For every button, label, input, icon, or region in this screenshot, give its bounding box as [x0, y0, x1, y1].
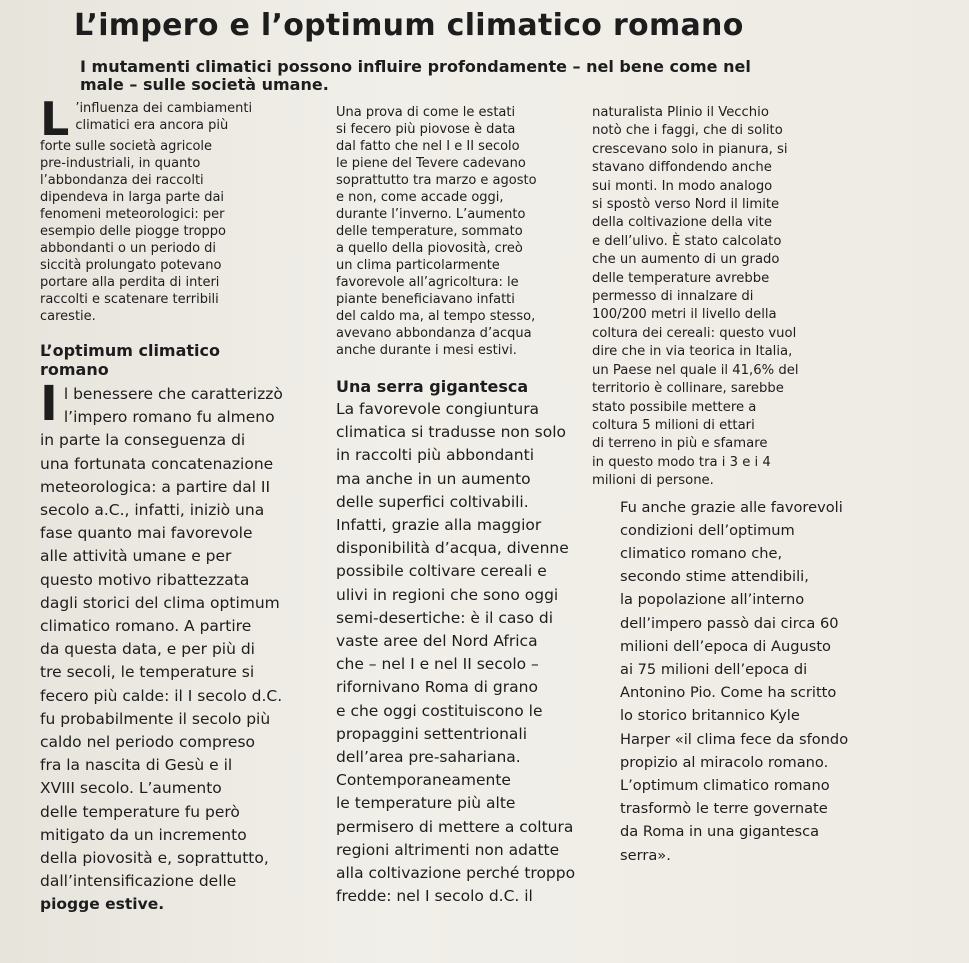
text-line: climatico romano che,	[620, 544, 783, 562]
text-line: in parte la conseguenza di	[40, 431, 246, 450]
text-line: trasformò le terre governate	[620, 800, 828, 818]
text-line: secolo a.C., infatti, iniziò una	[40, 501, 265, 520]
text-line: permesso di innalzare di	[592, 289, 754, 305]
text-line: pre-industriali, in quanto	[40, 156, 201, 171]
text-line: ’influenza dei cambiamenti	[75, 101, 253, 116]
text-line: dagli storici del clima optimum	[40, 593, 280, 612]
text-line: permisero di mettere a coltura	[336, 817, 574, 836]
text-line: da questa data, e per più di	[40, 640, 255, 659]
text-line: L’optimum climatico romano	[620, 776, 830, 794]
article-title: L’impero e l’optimum climatico romano	[74, 8, 744, 43]
text-line: Antonino Pio. Come ha scritto	[620, 684, 837, 702]
text-line: rifornivano Roma di grano	[336, 678, 538, 697]
text-line: che – nel I e nel II secolo –	[336, 655, 539, 674]
text-line: dell’area pre-sahariana.	[336, 748, 521, 767]
text-line: climatico romano. A partire	[40, 617, 252, 636]
text-line: piante beneficiavano infatti	[336, 292, 515, 307]
text-line: Contemporaneamente	[336, 771, 511, 790]
text-line: alle attività umane e per	[40, 547, 232, 566]
text-line: naturalista Plinio il Vecchio	[592, 105, 769, 120]
text-line: abbondanti o un periodo di	[40, 241, 217, 256]
text-line: raccolti e scatenare terribili	[40, 292, 219, 307]
text-line: delle temperature fu però	[40, 802, 240, 821]
text-line: tre secoli, le temperature si	[40, 663, 255, 682]
text-line: secondo stime attendibili,	[620, 568, 809, 586]
text-line: coltura dei cereali: questo vuol	[592, 325, 797, 341]
text-line: del caldo ma, al tempo stesso,	[336, 309, 536, 324]
text-line: notò che i faggi, che di solito	[592, 123, 783, 139]
text-line: milioni dell’epoca di Augusto	[620, 637, 831, 655]
text-line: si fecero più piovose è data	[336, 122, 516, 137]
text-line: in questo modo tra i 3 e i 4	[592, 454, 771, 470]
dropcap-l: L	[40, 92, 70, 146]
text-line: portare alla perdita di interi	[40, 275, 220, 290]
text-line: Una prova di come le estati	[336, 105, 516, 120]
text-line: milioni di persone.	[592, 473, 714, 489]
text-line: avevano abbondanza d’acqua	[336, 326, 532, 341]
text-line: la popolazione all’interno	[620, 591, 805, 609]
text-line: semi-desertiche: è il caso di	[336, 608, 554, 627]
text-line: condizioni dell’optimum	[620, 521, 795, 539]
text-line: anche durante i mesi estivi.	[336, 343, 517, 358]
text-line: vaste aree del Nord Africa	[336, 632, 538, 651]
col3-body	[620, 496, 848, 867]
text-line: l’impero romano fu almeno	[63, 408, 275, 427]
text-line: meteorologica: a partire dal II	[40, 477, 271, 496]
text-line: fu probabilmente il secolo più	[40, 709, 271, 728]
text-line: delle superfici coltivabili.	[336, 492, 529, 511]
text-line: stato possibile mettere a	[592, 399, 757, 415]
text-line: da Roma in una gigantesca	[620, 823, 820, 841]
text-line: dell’impero passò dai circa 60	[620, 614, 839, 632]
col3-intro	[592, 104, 848, 491]
text-line: disponibilità d’acqua, divenne	[336, 539, 569, 558]
text-line: e non, come accade oggi,	[336, 190, 504, 205]
text-line: una fortunata concatenazione	[40, 454, 274, 473]
text-line: ulivi in regioni che sono oggi	[336, 585, 559, 604]
text-line: caldo nel periodo compreso	[40, 733, 256, 752]
text-line: La favorevole congiuntura	[336, 400, 540, 418]
section-heading-optimum: L’optimum climatico romano	[40, 341, 221, 379]
column-3	[592, 104, 848, 867]
text-line: XVIII secolo. L’aumento	[40, 779, 222, 798]
text-line: Infatti, grazie alla maggior	[336, 516, 542, 535]
text-line: che un aumento di un grado	[592, 252, 780, 268]
text-line: serra».	[620, 846, 671, 864]
text-line: fra la nascita di Gesù e il	[40, 756, 233, 775]
text-line: mitigato da un incremento	[40, 825, 247, 844]
text-line: carestie.	[40, 309, 96, 324]
text-line: piogge estive.	[40, 895, 165, 914]
text-line: esempio delle piogge troppo	[40, 224, 227, 239]
col2-intro	[336, 104, 575, 359]
col1-intro	[40, 92, 282, 325]
text-line: e che oggi costituiscono le	[336, 701, 543, 720]
text-line: favorevole all’agricoltura: le	[336, 275, 519, 290]
text-line: di terreno in più e sfamare	[592, 436, 768, 452]
text-line: le piene del Tevere cadevano	[336, 156, 526, 171]
text-line: soprattutto tra marzo e agosto	[336, 173, 537, 188]
text-line: forte sulle società agricole	[40, 139, 213, 154]
text-line: ai 75 milioni dell’epoca di	[620, 660, 808, 678]
text-line: possibile coltivare cereali e	[336, 562, 547, 581]
dropcap-i: I	[40, 376, 58, 432]
column-2	[336, 104, 575, 908]
text-line: fredde: nel I secolo d.C. il	[336, 887, 533, 906]
text-line: fase quanto mai favorevole	[40, 524, 253, 543]
text-line: climatica si tradusse non solo	[336, 423, 567, 442]
text-line: un clima particolarmente	[336, 258, 500, 273]
text-line: stavano diffondendo anche	[592, 160, 772, 176]
col2-body	[336, 398, 575, 908]
text-line: l benessere che caratterizzò	[63, 385, 283, 403]
text-line: le temperature più alte	[336, 794, 516, 813]
text-line: delle temperature, sommato	[336, 224, 523, 239]
text-line: 100/200 metri il livello della	[592, 307, 777, 323]
text-line: un Paese nel quale il 41,6% del	[592, 362, 799, 378]
text-line: durante l’inverno. L’aumento	[336, 207, 526, 222]
text-line: Fu anche grazie alle favorevoli	[620, 498, 843, 516]
section-heading-serra: Una serra gigantesca	[336, 377, 529, 396]
text-line: Harper «il clima fece da sfondo	[620, 730, 849, 748]
col1-body	[40, 376, 283, 917]
text-line: lo storico britannico Kyle	[620, 707, 800, 725]
text-line: propizio al miracolo romano.	[620, 753, 829, 771]
text-line: dal fatto che nel I e II secolo	[336, 139, 520, 154]
text-line: a quello della piovosità, creò	[336, 241, 523, 256]
text-line: propaggini settentrionali	[336, 724, 528, 743]
text-line: l’abbondanza dei raccolti	[40, 173, 204, 188]
article-subtitle: I mutamenti climatici possono influire profondamente – nel bene come nel male – sulle società umane.	[80, 57, 751, 94]
text-line: crescevano solo in pianura, si	[592, 141, 788, 157]
text-line: delle temperature avrebbe	[592, 270, 770, 286]
text-line: coltura 5 milioni di ettari	[592, 417, 755, 433]
text-line: si spostò verso Nord il limite	[592, 197, 780, 213]
column-1	[40, 92, 283, 917]
text-line: sui monti. In modo analogo	[592, 178, 773, 194]
text-line: della piovosità e, soprattutto,	[40, 849, 269, 868]
text-line: territorio è collinare, sarebbe	[592, 381, 784, 397]
text-line: della coltivazione della vite	[592, 215, 772, 231]
text-line: regioni altrimenti non adatte	[336, 840, 560, 859]
text-line: alla coltivazione perché troppo	[336, 864, 576, 883]
text-line: e dell’ulivo. È stato calcolato	[592, 233, 782, 249]
text-line: fenomeni meteorologici: per	[40, 207, 225, 222]
text-line: questo motivo ribattezzata	[40, 570, 250, 589]
text-line: ma anche in un aumento	[336, 469, 531, 488]
text-line: siccità prolungato potevano	[40, 258, 222, 273]
text-line: fecero più calde: il I secolo d.C.	[40, 686, 283, 705]
text-line: dall’intensificazione delle	[40, 872, 237, 891]
text-line: dipendeva in larga parte dai	[40, 190, 225, 205]
text-line: in raccolti più abbondanti	[336, 446, 534, 465]
text-line: climatici era ancora più	[75, 118, 229, 133]
text-line: dire che in via teorica in Italia,	[592, 344, 793, 360]
